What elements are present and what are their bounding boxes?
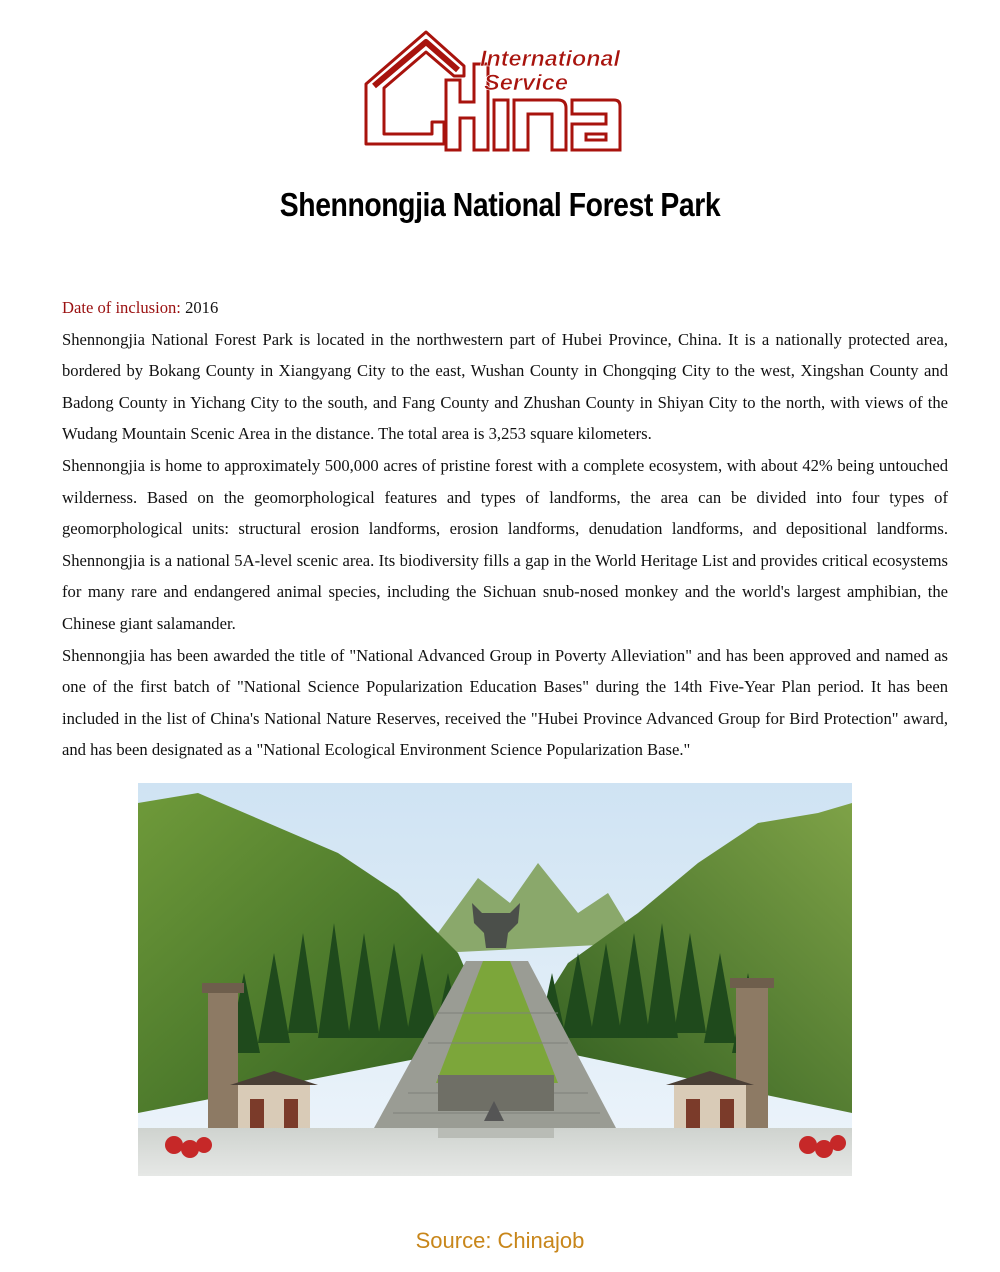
paragraph-awards: Shennongjia has been awarded the title of "National Advanced Group in Poverty Alleviation" and has been approved and named as one of the first batch of "National Science Popularization Education Bases" during the 14th Five-Year Plan period. It has been included in the list of China's National Nature Reserves, received the "Hubei Province Advanced Group for Bird Protection" award, and has been designated as a "National Ecological Environment Science Popularization Base." [62, 645, 948, 760]
inclusion-label: Date of inclusion: [62, 298, 181, 317]
logo-line1: International [480, 46, 621, 71]
park-photo [138, 783, 852, 1176]
inclusion-line [62, 292, 948, 324]
source-credit: Source: Chinajob [415, 1228, 585, 1253]
logo-line2: Service [484, 70, 568, 95]
paragraph-ecosystem: Shennongjia is home to approximately 500,000 acres of pristine forest with a complete ecosystem, with about 42% being untouched wilderness. Based on the geomorphological features and types of landforms, the area can be divided into four types of geomorphological units: structural erosion landforms, erosion landforms, denudation landforms, and depositional landforms. Shennongjia is a national 5A-level scenic area. Its biodiversity fills a gap in the World Heritage List and provides critical ecosystems for many rare and endangered animal species, including the Sichuan snub-nosed monkey and the world's largest amphibian, the Chinese giant salamander. [62, 455, 948, 633]
inclusion-value: 2016 [185, 298, 219, 317]
page-title: Shennongjia National Forest Park [279, 186, 721, 223]
paragraph-location: Shennongjia National Forest Park is located in the northwestern part of Hubei Province, China. It is a nationally protected area, bordered by Bokang County in Xiangyang City to the east, Wushan County in Chongqing City to the west, Xingshan County and Badong County in Yichang City to the south, and Fang County and Zhushan County in Shiyan City to the north, with views of the Wudang Mountain Scenic Area in the distance. The total area is 3,253 square kilometers. [62, 329, 948, 444]
article-body [62, 292, 948, 766]
international-service-china-logo [362, 26, 628, 156]
